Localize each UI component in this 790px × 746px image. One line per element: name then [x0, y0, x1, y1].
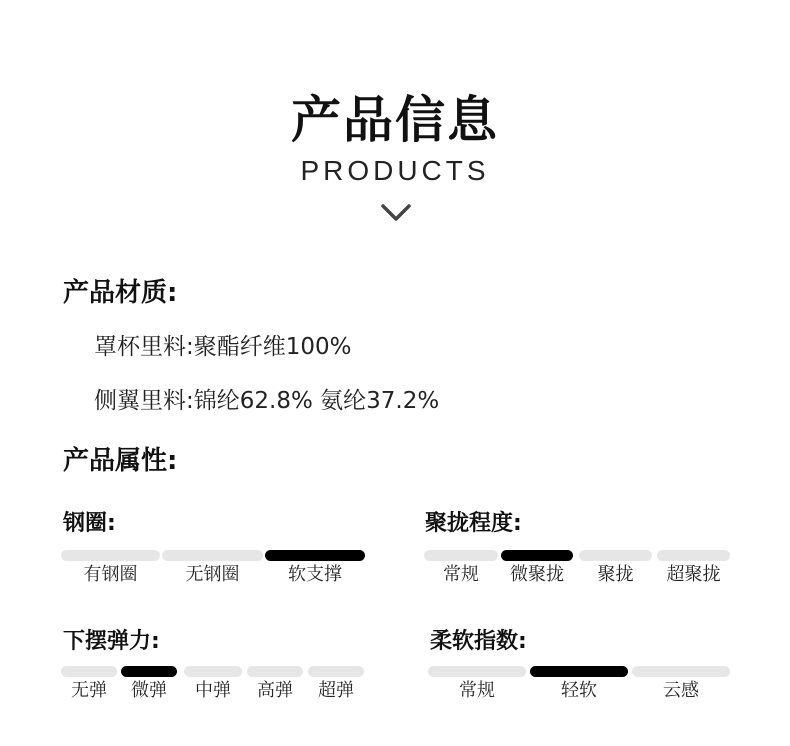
material-row-label: 罩杯里料: — [94, 334, 194, 360]
scale-segment — [162, 550, 263, 561]
scale-segment-selected — [530, 666, 628, 677]
scale-option-selected: 微弹 — [131, 680, 167, 701]
scale-segment — [184, 666, 242, 677]
scale-option: 常规 — [459, 680, 495, 701]
scale-segment-selected — [265, 550, 365, 561]
push-up-label: 聚拢程度: — [425, 511, 522, 536]
scale-segment — [247, 666, 303, 677]
material-row-value: 聚酯纤维100% — [193, 334, 352, 360]
material-row — [94, 332, 352, 362]
scale-segment — [657, 550, 730, 561]
scale-segment — [428, 666, 526, 677]
scale-segment — [632, 666, 730, 677]
material-row — [94, 386, 439, 416]
scale-option-selected: 软支撑 — [288, 564, 342, 585]
scale-option-selected: 轻软 — [561, 680, 597, 701]
scale-option: 云感 — [663, 680, 699, 701]
scale-option: 无钢圈 — [185, 564, 240, 585]
scale-option: 高弹 — [257, 680, 293, 701]
scale-option: 常规 — [443, 564, 479, 585]
attributes-section-title: 产品属性: — [63, 446, 178, 476]
scale-segment-selected — [501, 550, 573, 561]
scale-option: 中弹 — [195, 680, 231, 701]
scale-segment — [308, 666, 364, 677]
scale-option: 超聚拢 — [666, 564, 721, 585]
scale-segment — [61, 666, 117, 677]
scale-segment — [61, 550, 160, 561]
scale-segment-selected — [121, 666, 177, 677]
underwire-label: 钢圈: — [63, 511, 116, 536]
scale-option-selected: 微聚拢 — [510, 564, 564, 585]
chevron-down-icon — [380, 202, 412, 224]
scale-segment — [579, 550, 652, 561]
material-row-value: 锦纶62.8% 氨纶37.2% — [193, 388, 440, 414]
scale-option: 聚拢 — [597, 564, 634, 585]
material-section-title: 产品材质: — [63, 278, 178, 308]
hem-elasticity-label: 下摆弹力: — [63, 629, 160, 654]
material-row-label: 侧翼里料: — [94, 388, 194, 414]
scale-option: 超弹 — [318, 680, 354, 701]
page-title: 产品信息 — [291, 91, 499, 149]
softness-label: 柔软指数: — [430, 629, 527, 654]
scale-option: 无弹 — [71, 680, 107, 701]
scale-segment — [424, 550, 498, 561]
scale-option: 有钢圈 — [83, 564, 138, 585]
page-subtitle: PRODUCTS — [300, 155, 490, 186]
